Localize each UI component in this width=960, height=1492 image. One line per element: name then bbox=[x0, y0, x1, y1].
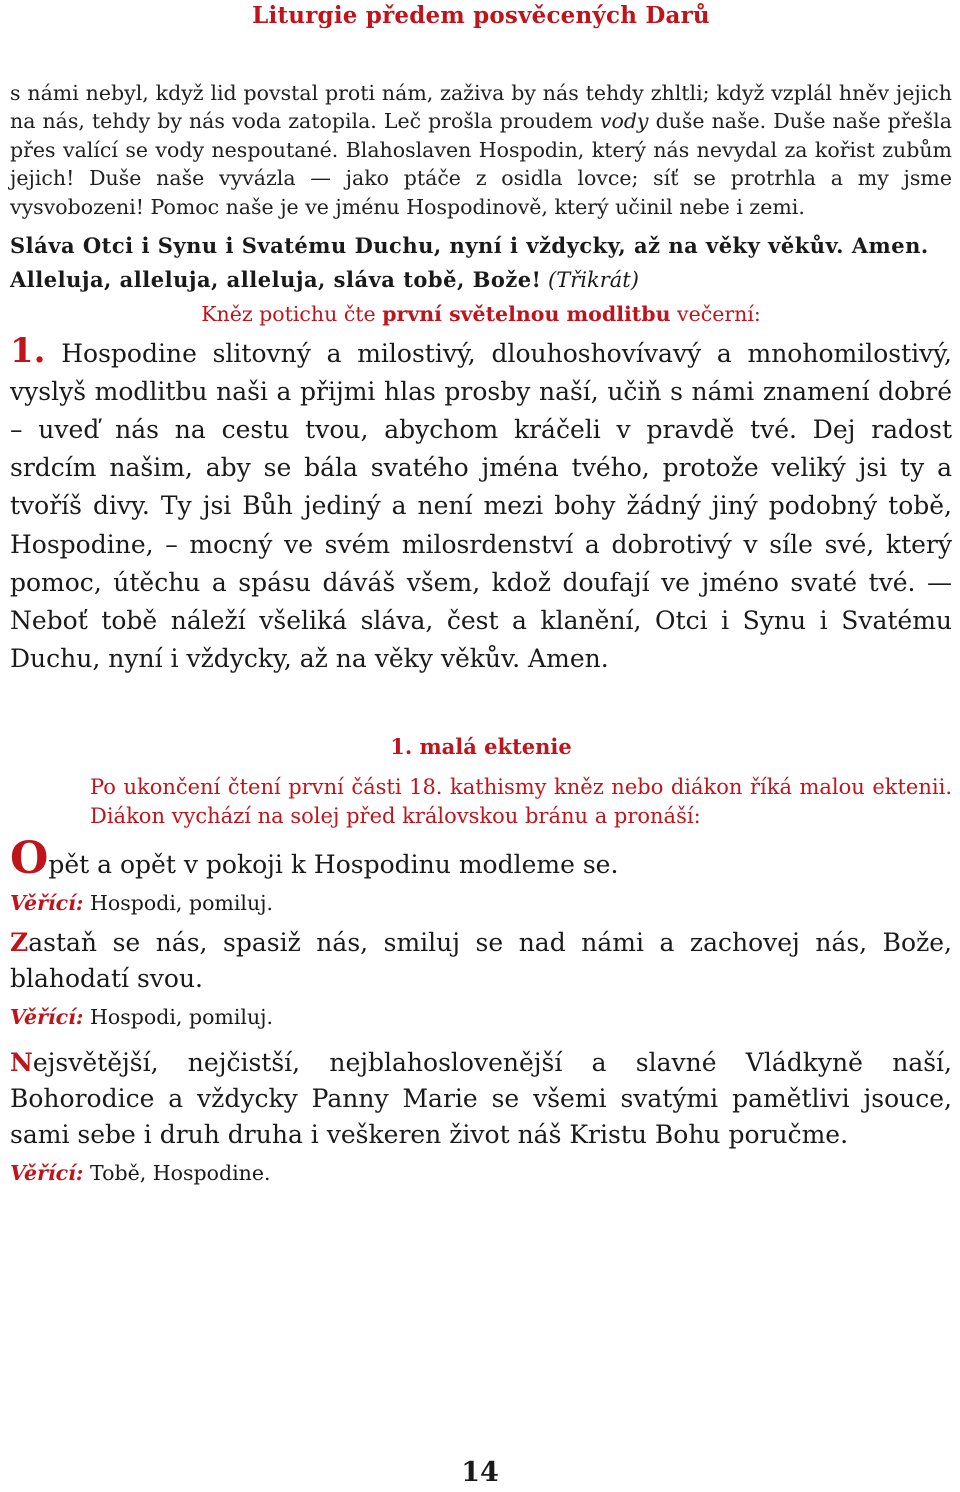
response-3 bbox=[10, 1159, 952, 1187]
response-label: Věřící: bbox=[10, 1004, 84, 1029]
response-2 bbox=[10, 1003, 952, 1031]
petition-2 bbox=[10, 925, 952, 997]
response-label: Věřící: bbox=[10, 1160, 84, 1185]
alleluia-text: Alleluja, alleluja, alleluja, sláva tobě, Bože! bbox=[10, 267, 542, 293]
alleluia-line bbox=[10, 266, 952, 294]
petition-text: pět a opět v pokoji k Hospodinu modleme se. bbox=[48, 849, 619, 879]
first-evening-prayer bbox=[10, 332, 952, 678]
rubric-bold: první světelnou modlitbu bbox=[382, 302, 671, 327]
petition-text: astaň se nás, spasiž nás, smiluj se nad námi a zachovej nás, Bože, blahodatí svou. bbox=[10, 927, 952, 993]
psalm-text-part-1: s námi nebyl, když lid povstal proti nám, zaživa by nás tehdy zhltli; když vzplál hněv jejich na nás, tehdy by nás voda zatopila. Leč prošla proudem bbox=[10, 81, 952, 134]
rubric-first-prayer bbox=[10, 302, 952, 326]
response-label: Věřící: bbox=[10, 890, 84, 915]
psalm-text bbox=[10, 79, 952, 221]
response-text: Hospodi, pomiluj. bbox=[90, 890, 274, 915]
rubric-post: večerní: bbox=[677, 302, 761, 327]
psalm-italic-word: vody bbox=[599, 109, 649, 134]
petition-initial: N bbox=[10, 1047, 33, 1077]
litany-rubric: Po ukončení čtení první části 18. kathismy kněz nebo diákon říká malou ektenii. Diákon vychází na solej před královskou bránu a pronáší: bbox=[90, 774, 952, 828]
petition-1 bbox=[10, 832, 952, 884]
petition-text: ejsvětější, nejčistší, nejblahoslovenější a slavné Vládkyně naší, Bohorodice a vždycky Panny Marie se všemi svatými pamětlivi jsouce, sami sebe i druh druha i veškeren život náš Kristu Bohu poručme. bbox=[10, 1047, 952, 1149]
running-header: Liturgie předem posvěcených Darů bbox=[252, 2, 710, 29]
response-1 bbox=[10, 889, 952, 917]
psalm-text-part-2: duše naše. Duše naše přešla přes valící se vody nespoutané. Blahoslaven Hospodin, který nás nevydal za kořist zubům jejich! Duše naše vyvázla — jako ptáče z osidla lovce; síť se protrhla a my jsme vysvobozeni! Pomoc naše je ve jménu Hospodinově, který učinil nebe i zemi. bbox=[10, 109, 952, 219]
petition-initial: Z bbox=[10, 927, 29, 957]
petition-initial: O bbox=[10, 832, 49, 884]
prayer-text: Hospodine slitovný a milostivý, dlouhoshovívavý a mnohomilostivý, vyslyš modlitbu naši a přijmi hlas prosby naší, učiň s námi znamení dobré – uveď nás na cestu tvou, abychom kráčeli v pravdě tvé. Dej radost srdcím našim, aby se bála svatého jména tvého, protože veliký jsi ty a tvoříš divy. Ty jsi Bůh jediný a není mezi bohy žádný jiný podobný tobě, Hospodine, – mocný ve svém milosrdenství a dobrotivý v síle své, který pomoc, útěchu a spásu dáváš všem, kdož doufají ve jméno svaté tvé. — Neboť tobě náleží všeliká sláva, čest a klanění, Otci i Synu i Svatému Duchu, nyní i vždycky, až na věky věkův. Amen. bbox=[10, 339, 952, 673]
response-text: Tobě, Hospodine. bbox=[90, 1160, 271, 1185]
doxology: Sláva Otci i Synu i Svatému Duchu, nyní i vždycky, až na věky věkův. Amen. bbox=[10, 233, 929, 259]
section-title: 1. malá ektenie bbox=[390, 733, 572, 759]
prayer-number: 1. bbox=[10, 331, 46, 372]
page-number: 14 bbox=[461, 1457, 499, 1488]
document-page bbox=[10, 0, 952, 1187]
rubric-pre: Kněz potichu čte bbox=[201, 302, 376, 327]
response-text: Hospodi, pomiluj. bbox=[90, 1004, 274, 1029]
alleluia-note: (Třikrát) bbox=[548, 268, 639, 293]
petition-3 bbox=[10, 1045, 952, 1153]
